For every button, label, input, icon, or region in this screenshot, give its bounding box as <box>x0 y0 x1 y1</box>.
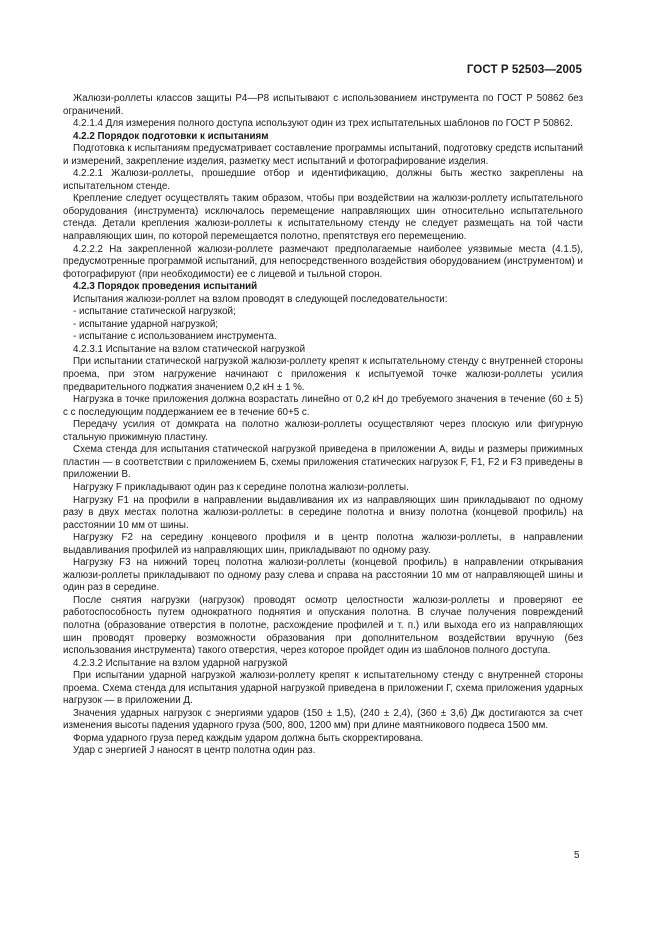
paragraph: После снятия нагрузки (нагрузок) проводят осмотр целостности жалюзи-роллеты и проверяют ее работоспособность путем однократного поднятия и опускания полотна. В случае получения повреждений полотна (образование отверстия в полотне, расхождение профилей и т. п.) или выхода его из направляющих шин проводят проверку возможности образования при дополнительном воздействии вручную (без использования инструмента) такого отверстия, через которое пройдет один из шаблонов полного доступа. <box>63 594 583 657</box>
section-heading: 4.2.3 Порядок проведения испытаний <box>73 281 258 293</box>
document-header: ГОСТ Р 52503—2005 <box>466 64 582 76</box>
paragraph: Нагрузку F1 на профили в направлении выдавливания их из направляющих шин прикладывают по одному разу в двух местах полотна жалюзи-роллеты: в середине полотна и внизу полотна (концевой профиль) на расстоянии 10 мм от шины. <box>63 494 583 531</box>
paragraph: Жалюзи-роллеты классов защиты Р4—Р8 испытывают с использованием инструмента по ГОСТ Р 50862 без ограничений. <box>63 93 583 117</box>
paragraph: 4.2.2.1 Жалюзи-роллеты, прошедшие отбор и идентификацию, должны быть жестко закреплены на испытательном стенде. <box>63 168 583 192</box>
paragraph: 4.2.1.4 Для измерения полного доступа используют один из трех испытательных шаблонов по ГОСТ Р 50862. <box>73 118 573 130</box>
paragraph: Удар с энергией J наносят в центр полотна один раз. <box>73 745 316 757</box>
paragraph: Нагрузку F прикладывают один раз к середине полотна жалюзи-роллеты. <box>73 481 409 493</box>
paragraph: При испытании ударной нагрузкой жалюзи-роллету крепят к испытательному стенду с внутренней стороны проема. Схема стенда для испытания ударной нагрузкой приведена в приложении Г, схема приложения ударных нагрузок — в приложении Д. <box>63 670 583 707</box>
paragraph: 4.2.2.2 На закрепленной жалюзи-роллете размечают предполагаемые наиболее уязвимые места (4.1.5), предусмотренные программой испытаний, для непосредственного воздействия оборудованием (инструментом) и фотографируют (при необходимости) ее с лицевой и тыльной сторон. <box>63 243 583 280</box>
document-body <box>63 93 583 758</box>
list-item: - испытание ударной нагрузкой; <box>73 318 219 330</box>
subsection-heading: 4.2.3.2 Испытание на взлом ударной нагрузкой <box>73 657 288 669</box>
paragraph: Крепление следует осуществлять таким образом, чтобы при воздействии на жалюзи-роллету испытательного оборудования (инструмента) исключалось перемещение направляющих шин относительно испытательного стенда. Детали крепления жалюзи-роллеты к испытательному стенду не следует размещать на той части направляющих шин, по которой перемещается полотно, препятствуя его перемещению. <box>63 193 583 243</box>
subsection-heading: 4.2.3.1 Испытание на взлом статической нагрузкой <box>73 343 306 355</box>
paragraph: Нагрузка в точке приложения должна возрастать линейно от 0,2 кН до требуемого значения в течение (60 ± 5) с с последующим поддержанием ее в течение 60+5 с. <box>63 394 583 418</box>
paragraph: При испытании статической нагрузкой жалюзи-роллету крепят к испытательному стенду с внутренней стороны проема, при этом нагружение начинают с приложения к испытуемой точке жалюзи-роллеты усилия предварительного поджатия значением 0,2 кН ± 1 %. <box>63 356 583 393</box>
list-item: - испытание с использованием инструмента. <box>73 331 277 343</box>
paragraph: Схема стенда для испытания статической нагрузкой приведена в приложении А, виды и размеры прижимных пластин — в соответствии с приложением Б, схемы приложения статических нагрузок F, F1, F2 и F3 приведены в приложении В. <box>63 444 583 481</box>
paragraph: Подготовка к испытаниям предусматривает составление программы испытаний, подготовку средств испытаний и измерений, закрепление изделия, разметку мест испытаний и фотографирование изделия. <box>63 143 583 167</box>
paragraph: Передачу усилия от домкрата на полотно жалюзи-роллеты осуществляют через плоскую или фигурную стальную прижимную пластину. <box>63 419 583 443</box>
paragraph: Значения ударных нагрузок с энергиями ударов (150 ± 1,5), (240 ± 2,4), (360 ± 3,6) Дж достигаются за счет изменения высоты падения ударного груза (500, 800, 1200 мм) при длине маятникового подвеса 1500 мм. <box>63 707 583 732</box>
paragraph: Форма ударного груза перед каждым ударом должна быть скорректирована. <box>73 732 424 744</box>
paragraph: Испытания жалюзи-роллет на взлом проводят в следующей последовательности: <box>73 293 448 305</box>
section-heading: 4.2.2 Порядок подготовки к испытаниям <box>73 130 269 142</box>
paragraph: Нагрузку F2 на середину концевого профиля и в центр полотна жалюзи-роллеты, в направлении выдавливания профилей из направляющих шин, прикладывают по одному разу. <box>63 532 583 556</box>
page-number: 5 <box>574 850 580 861</box>
list-item: - испытание статической нагрузкой; <box>73 306 236 318</box>
paragraph: Нагрузку F3 на нижний торец полотна жалюзи-роллеты (концевой профиль) в направлении открывания жалюзи-роллеты прикладывают по одному разу слева и справа на расстоянии 10 мм от направляющей шины и один раз в середине. <box>63 557 583 594</box>
